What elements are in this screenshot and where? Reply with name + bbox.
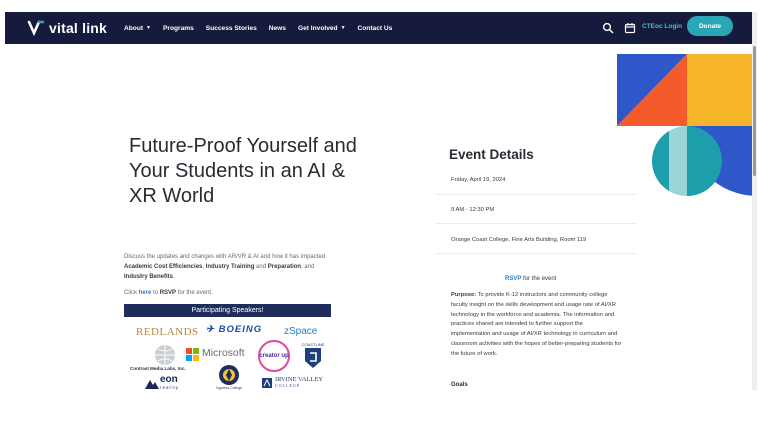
nav-item-label: Contact Us bbox=[357, 24, 393, 32]
divider bbox=[435, 194, 637, 195]
cypress-college-text: Cypress College bbox=[215, 386, 243, 390]
top-nav bbox=[5, 12, 757, 44]
decorative-geometric-graphic bbox=[617, 54, 757, 204]
event-details-title: Event Details bbox=[449, 147, 534, 162]
event-time: 9 AM - 12:30 PM bbox=[451, 207, 495, 213]
irvine-valley-text: IRVINE VALLEY bbox=[275, 376, 324, 383]
desc-bold-industry-training: Industry Training bbox=[205, 264, 255, 270]
rsvp-link[interactable]: RSVP bbox=[505, 276, 522, 282]
cteoc-login-link[interactable]: CTEoc Login bbox=[642, 23, 683, 30]
desc-bold-preparation: Preparation bbox=[267, 264, 302, 270]
cypress-college-emblem-icon bbox=[218, 364, 240, 386]
scrollbar-thumb[interactable] bbox=[753, 46, 756, 176]
coastline-shield-icon bbox=[304, 347, 322, 369]
nav-item-label: Success Stories bbox=[205, 24, 257, 32]
desc-text: Discuss the updates and changes with AR/VR & AI and how it has impacted bbox=[124, 254, 326, 260]
hero-title: Future-Proof Yourself and Your Students in an AI & XR World bbox=[129, 135, 357, 207]
prompt-text: for the event. bbox=[176, 290, 213, 296]
calendar-icon[interactable] bbox=[624, 22, 636, 34]
microsoft-logo-icon bbox=[186, 348, 199, 361]
redlands-logo: REDLANDS bbox=[136, 326, 199, 338]
desc-bold-academic-cost: Academic Cost Efficiencies bbox=[124, 264, 203, 270]
donate-button[interactable]: Donate bbox=[687, 16, 733, 36]
brand-logo[interactable] bbox=[27, 18, 107, 38]
speaker-logos bbox=[124, 318, 331, 390]
boeing-logo-text: BOEING bbox=[218, 324, 263, 335]
rsvp-prompt bbox=[124, 290, 213, 296]
chevron-down-icon: ▼ bbox=[340, 25, 346, 31]
here-link[interactable]: here bbox=[138, 290, 152, 296]
divider bbox=[435, 253, 637, 254]
nav-item-about[interactable] bbox=[124, 25, 151, 32]
goals-heading: Goals bbox=[451, 382, 468, 388]
desc-text: and bbox=[254, 264, 268, 270]
vital-link-logo-icon bbox=[27, 19, 45, 37]
eon-reality-text: reality bbox=[160, 385, 180, 390]
purpose-label: Purpose: bbox=[451, 292, 477, 298]
irvine-valley-crest-icon bbox=[261, 377, 273, 389]
chevron-down-icon: ▼ bbox=[146, 25, 151, 31]
main-menu bbox=[124, 12, 404, 44]
nav-item-programs[interactable] bbox=[163, 25, 194, 32]
coastline-logo bbox=[302, 342, 324, 372]
eon-logo-text: eon bbox=[160, 374, 178, 385]
nav-item-contact-us[interactable] bbox=[358, 25, 393, 32]
prompt-rsvp-bold: RSVP bbox=[159, 290, 177, 296]
nav-item-get-involved[interactable] bbox=[298, 25, 346, 32]
desc-bold-industry-benefits: Industry Benefits bbox=[124, 274, 174, 280]
event-date: Friday, April 19, 2024 bbox=[451, 177, 506, 183]
search-icon[interactable] bbox=[602, 22, 614, 34]
eon-reality-logo bbox=[144, 376, 179, 390]
nav-item-label: News bbox=[268, 24, 286, 32]
contrast-media-labs-label: Contrast Media Labs, Inc. bbox=[130, 366, 186, 371]
zspace-logo: zSpace bbox=[284, 326, 318, 337]
cypress-college-logo bbox=[214, 364, 244, 390]
event-location: Orange Coast College, Fine Arts Building, Room 119 bbox=[451, 237, 587, 243]
prompt-text: Click bbox=[124, 290, 139, 296]
boeing-logo: ✈ BOEING bbox=[206, 324, 263, 335]
desc-text: . bbox=[173, 274, 175, 280]
event-rsvp bbox=[505, 276, 556, 282]
nav-item-label: Programs bbox=[163, 24, 194, 32]
desc-text: , bbox=[202, 264, 206, 270]
divider bbox=[435, 223, 637, 224]
hero-description bbox=[124, 252, 339, 282]
nav-item-news[interactable] bbox=[269, 25, 286, 32]
desc-text: , and bbox=[301, 264, 315, 270]
coastline-logo-text: COASTLINE bbox=[301, 342, 325, 347]
speakers-banner: Participating Speakers! bbox=[124, 304, 331, 317]
nav-item-label: About bbox=[124, 24, 144, 32]
prompt-text: to bbox=[151, 290, 160, 296]
purpose-text: To provide K-12 instructors and community college faculty insight on the skills development and usage rate of AI/XR technology in the workforce and academia. The information and practices shared are intended to further support the implementation and usage of AI/XR technology in curriculum and classroom activities with the hopes of better-preparing students for the future of work. bbox=[451, 292, 622, 357]
contrast-media-globe-icon bbox=[154, 344, 176, 366]
creator-up-logo: creator up bbox=[258, 340, 290, 372]
event-purpose bbox=[451, 291, 623, 360]
nav-item-label: Get Involved bbox=[297, 24, 338, 32]
rsvp-text: for the event bbox=[521, 276, 557, 282]
irvine-college-text: COLLEGE bbox=[275, 383, 301, 388]
eon-reality-mark-icon bbox=[144, 378, 160, 390]
irvine-valley-college-logo bbox=[261, 377, 323, 389]
nav-item-success-stories[interactable] bbox=[206, 25, 257, 32]
microsoft-logo: Microsoft bbox=[202, 347, 245, 359]
brand-name: vital link bbox=[49, 20, 108, 36]
webpage bbox=[5, 12, 757, 390]
